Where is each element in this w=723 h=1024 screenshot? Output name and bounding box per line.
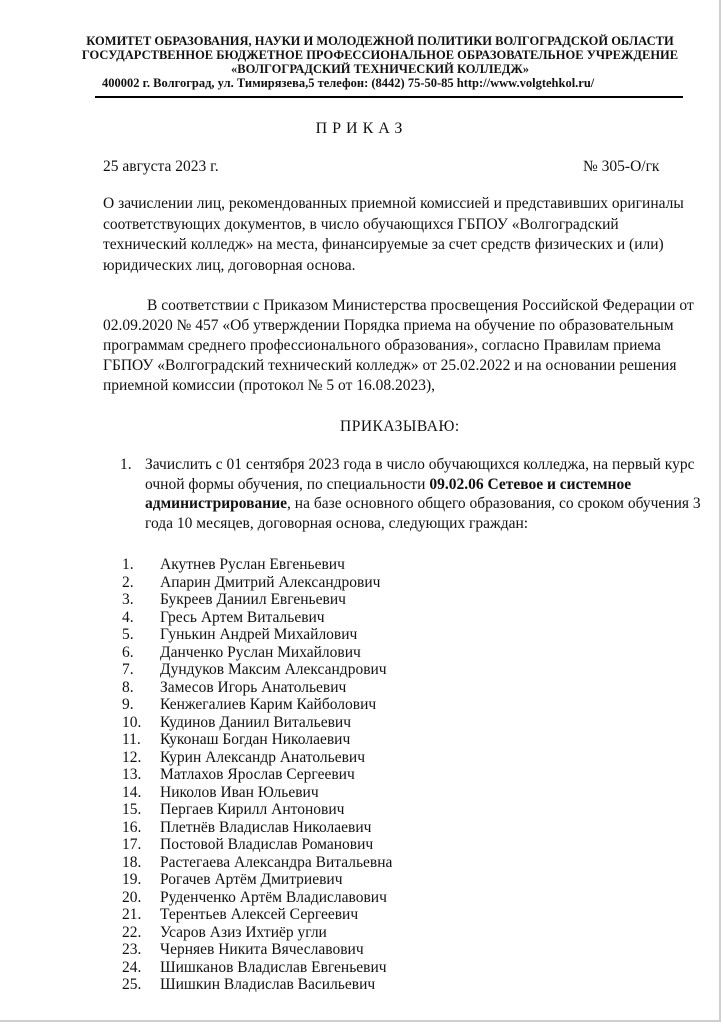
list-item [122,784,392,802]
specialty-name: 09.02.06 Сетевое и системное администрирование [145,475,632,512]
header-committee: КОМИТЕТ ОБРАЗОВАНИЯ, НАУКИ И МОЛОДЕЖНОЙ ПОЛИТИКИ ВОЛГОГРАДСКОЙ ОБЛАСТИ [86,34,674,48]
student-number: 12. [122,748,142,766]
student-number: 23. [122,941,142,958]
student-name: Матлахов Ярослав Сергеевич [160,766,355,783]
student-name: Курин Александр Анатольевич [160,748,366,766]
list-item [122,714,392,732]
list-item [122,574,392,592]
list-item [122,959,392,977]
student-number: 9. [122,696,134,713]
student-number: 18. [122,853,142,871]
student-name: Кудинов Даниил Витальевич [160,713,352,731]
list-item [122,679,392,697]
list-item [122,889,392,907]
student-name: Руденченко Артём Владиславович [160,888,387,906]
student-name: Данченко Руслан Михайлович [160,643,361,661]
organization-header [70,34,690,90]
list-item [122,556,392,574]
list-item [122,731,392,749]
student-number: 22. [122,923,142,941]
student-number: 19. [122,871,142,888]
student-number: 24. [122,958,142,976]
student-number: 25. [122,976,142,993]
student-number: 10. [122,713,142,731]
item-text-after: , на базе основного общего образования, со сроком обучения 3 года 10 месяцев, договорная основа, следующих граждан: [145,495,701,532]
order-preamble [103,296,708,396]
list-item [122,661,392,679]
order-item-number: 1. [120,456,132,473]
student-name: Пергаев Кирилл Антонович [160,801,345,818]
student-number: 2. [122,573,134,591]
list-item [122,626,392,644]
list-item [122,609,392,627]
student-number: 7. [122,661,134,678]
student-name: Апарин Дмитрий Александрович [160,573,381,591]
student-name: Замесов Игорь Анатольевич [160,678,347,696]
student-name: Букреев Даниил Евгеньевич [160,591,346,608]
list-item [122,801,392,819]
order-subject: О зачислении лиц, рекомендованных приемной комиссией и представивших оригиналы соответствующих документов, в число обучающихся ГБПОУ «Волгоградский технический колледж» на места, финансируемые за счет средств физических и (или) юридических лиц, договорная основа. [103,195,684,274]
student-name: Кенжегалиев Карим Кайболович [160,696,377,713]
item-text-before: Зачислить с 01 сентября 2023 года в число обучающихся колледжа, на первый курс очной формы обучения, по специальности [145,456,695,493]
list-item [122,976,392,994]
order-item-1 [120,455,708,533]
header-college-name: «ВОЛГОГРАДСКИЙ ТЕХНИЧЕСКИЙ КОЛЛЕДЖ» [231,62,529,76]
order-number: № 305-О/гк [583,158,660,175]
list-item [122,836,392,854]
student-name: Куконаш Богдан Николаевич [160,731,351,748]
student-name: Николов Иван Юльевич [160,783,319,801]
student-name: Растегаева Александра Витальевна [160,853,393,871]
list-item [122,766,392,784]
student-name: Акутнев Руслан Евгеньевич [160,556,345,573]
list-item [122,854,392,872]
student-number: 8. [122,678,134,696]
student-name: Шишканов Владислав Евгеньевич [160,958,387,976]
student-number: 5. [122,626,134,643]
student-number: 21. [122,906,142,923]
student-number: 1. [122,556,134,573]
student-name: Черняев Никита Вячеславович [160,941,364,958]
student-number: 3. [122,591,134,608]
student-name: Шишкин Владислав Васильевич [160,976,376,993]
student-number: 4. [122,608,134,626]
student-name: Гунькин Андрей Михайлович [160,626,358,643]
order-directive: ПРИКАЗЫВАЮ: [340,418,460,435]
student-name: Рогачев Артём Дмитриевич [160,871,343,888]
student-number: 16. [122,818,142,836]
header-address: 400002 г. Волгоград, ул. Тимирязева,5 телефон: (8442) 75-50-85 http://www.volgtehkol.ru/ [102,76,595,90]
list-item [122,819,392,837]
student-number: 17. [122,836,142,853]
student-number: 20. [122,888,142,906]
student-number: 13. [122,766,142,783]
preamble-text: В соответствии с Приказом Министерства просвещения Российской Федерации от 02.09.2020 № 457 «Об утверждении Порядка приема на обучение по образовательным программам среднего профессионального образования», согласно Правилам приема ГБПОУ «Волгоградский технический колледж» от 25.02.2022 и на основании решения приемной комиссии (протокол № 5 от 16.08.2023), [103,297,694,394]
student-number: 15. [122,801,142,818]
student-number: 14. [122,783,142,801]
list-item [122,924,392,942]
list-item [122,696,392,714]
header-institution-type: ГОСУДАРСТВЕННОЕ БЮДЖЕТНОЕ ПРОФЕССИОНАЛЬНОЕ ОБРАЗОВАТЕЛЬНОЕ УЧРЕЖДЕНИЕ [81,48,679,62]
list-item [122,871,392,889]
list-item [122,941,392,959]
student-number: 11. [122,731,141,748]
list-item [122,644,392,662]
student-name: Усаров Азиз Ихтиёр угли [160,923,327,941]
document-title: ПРИКАЗ [315,120,408,137]
student-name: Терентьев Алексей Сергеевич [160,906,359,923]
list-item [122,591,392,609]
student-list [122,556,392,994]
student-name: Плетнёв Владислав Николаевич [160,818,372,836]
order-item-text [145,455,708,533]
student-name: Постовой Владислав Романович [160,836,374,853]
list-item [122,749,392,767]
list-item [122,906,392,924]
student-name: Гресь Артем Витальевич [160,608,325,626]
student-number: 6. [122,643,134,661]
student-name: Дундуков Максим Александрович [160,661,387,678]
header-divider [95,96,683,98]
order-date: 25 августа 2023 г. [103,158,219,175]
